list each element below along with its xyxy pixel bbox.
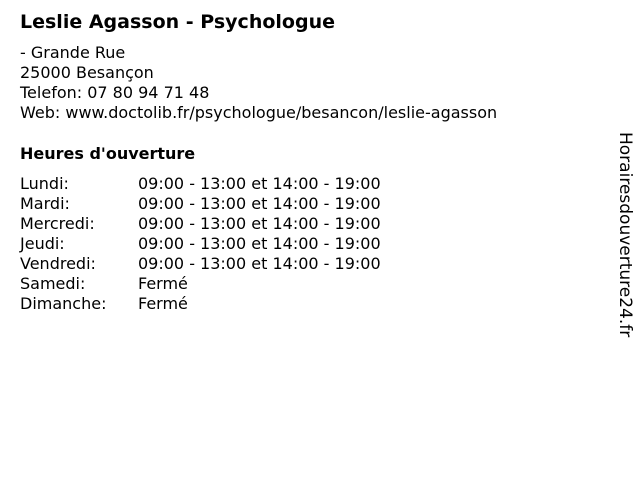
hours-day-label: Jeudi: (20, 234, 65, 253)
hours-row-monday (20, 174, 381, 194)
hours-time-value: Fermé (138, 294, 188, 313)
hours-row-friday (20, 254, 381, 274)
page-title: Leslie Agasson - Psychologue (20, 11, 335, 33)
hours-row-saturday (20, 274, 381, 294)
hours-row-tuesday (20, 194, 381, 214)
phone-number: Telefon: 07 80 94 71 48 (20, 83, 210, 102)
hours-time-value: Fermé (138, 274, 188, 293)
hours-row-sunday (20, 294, 381, 314)
hours-day-label: Samedi: (20, 274, 86, 293)
hours-day-label: Vendredi: (20, 254, 96, 273)
hours-time-value: 09:00 - 13:00 et 14:00 - 19:00 (138, 234, 381, 253)
hours-day-label: Dimanche: (20, 294, 107, 313)
hours-row-thursday (20, 234, 381, 254)
street-address: - Grande Rue (20, 43, 126, 62)
website-link: Web: www.doctolib.fr/psychologue/besancon/leslie-agasson (20, 103, 498, 122)
opening-hours-table (20, 174, 381, 314)
hours-time-value: 09:00 - 13:00 et 14:00 - 19:00 (138, 194, 381, 213)
hours-time-value: 09:00 - 13:00 et 14:00 - 19:00 (138, 254, 381, 273)
hours-day-label: Mardi: (20, 194, 70, 213)
hours-time-value: 09:00 - 13:00 et 14:00 - 19:00 (138, 174, 381, 193)
city-address: 25000 Besançon (20, 63, 154, 82)
hours-day-label: Mercredi: (20, 214, 95, 233)
hours-time-value: 09:00 - 13:00 et 14:00 - 19:00 (138, 214, 381, 233)
hours-row-wednesday (20, 214, 381, 234)
hours-day-label: Lundi: (20, 174, 69, 193)
site-watermark: Horairesdouverture24.fr (615, 132, 635, 338)
address-block (20, 43, 497, 123)
opening-hours-heading: Heures d'ouverture (20, 144, 196, 163)
